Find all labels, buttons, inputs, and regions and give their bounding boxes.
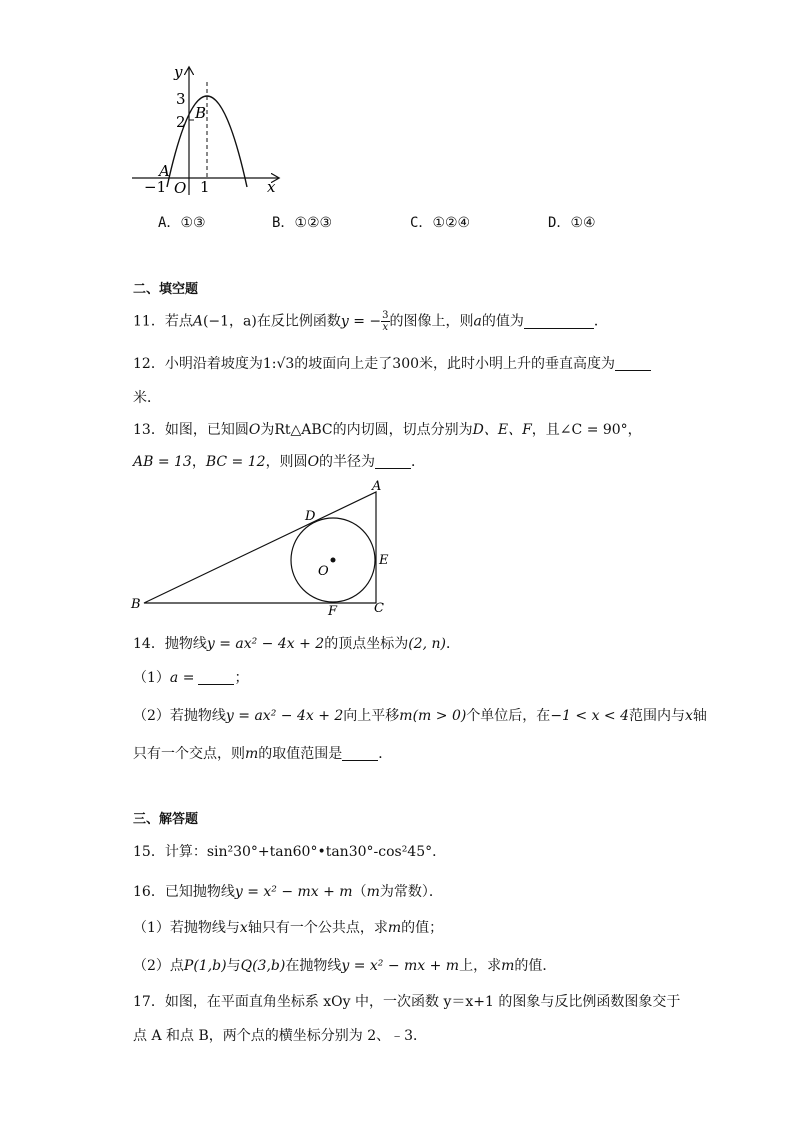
center-o-label: O bbox=[318, 564, 329, 579]
choice-b: B．①②③ bbox=[272, 215, 333, 231]
tick-3: 3 bbox=[176, 90, 186, 108]
center-dot bbox=[331, 558, 336, 563]
question-14: 14．抛物线y = ax² − 4x + 2的顶点坐标为(2, n)． bbox=[133, 636, 460, 652]
y-axis-label: y bbox=[174, 63, 183, 81]
question-12-line2: 米． bbox=[133, 390, 161, 406]
point-b-label: B bbox=[195, 104, 207, 122]
point-a-label: A bbox=[159, 162, 170, 180]
x-axis-label: x bbox=[267, 178, 276, 196]
triangle-abc bbox=[144, 492, 376, 603]
tangent-e-label: E bbox=[379, 553, 389, 568]
origin-label: O bbox=[174, 179, 187, 197]
question-11: 11．若点A(−1，a)在反比例函数y = − $\frac{3}{x}$ 的图像上，则a的值为 ． bbox=[133, 310, 608, 333]
question-13-line2: AB = 13，BC = 12，则圆O的半径为 ． bbox=[133, 454, 426, 470]
answer-blank bbox=[524, 314, 594, 329]
question-14-part1: （1）a = ； bbox=[133, 670, 249, 686]
tangent-d-label: D bbox=[305, 509, 316, 524]
answer-blank bbox=[342, 746, 378, 761]
parabola-graph bbox=[130, 60, 290, 200]
choice-a: A．①③ bbox=[158, 215, 206, 231]
question-17: 17．如图，在平面直角坐标系 xOy 中，一次函数 y＝x+1 的图象与反比例函数图象交于 bbox=[133, 994, 681, 1010]
question-12: 12．小明沿着坡度为1:√3的坡面向上走了300米，此时小明上升的垂直高度为 bbox=[133, 354, 651, 374]
question-17-line2: 点 A 和点 B，两个点的横坐标分别为 2、﹣3． bbox=[133, 1028, 428, 1044]
vertex-a-label: A bbox=[372, 479, 382, 494]
choice-d: D．①④ bbox=[548, 215, 596, 231]
choice-c: C．①②④ bbox=[410, 215, 471, 231]
tick-neg1: −1 bbox=[144, 178, 167, 196]
section-fill-blank-heading: 二、填空题 bbox=[133, 282, 199, 297]
question-15: 15．计算：sin²30°+tan60°•tan30°-cos²45°． bbox=[133, 844, 447, 860]
question-13: 13．如图，已知圆O为Rt△ABC的内切圆，切点分别为D、E、F，且∠C = 90°， bbox=[133, 422, 642, 438]
tick-2: 2 bbox=[176, 113, 186, 131]
question-16-part1: （1）若抛物线与x轴只有一个公共点，求m的值； bbox=[133, 920, 444, 936]
question-14-part2: （2）若抛物线y = ax² − 4x + 2向上平移m(m > 0)个单位后，在−1 < x < 4范围内与x轴 bbox=[133, 708, 707, 724]
vertex-c-label: C bbox=[374, 601, 384, 616]
tangent-f-label: F bbox=[328, 604, 338, 619]
answer-blank bbox=[198, 670, 234, 685]
question-16: 16．已知抛物线y = x² − mx + m（m为常数）． bbox=[133, 884, 443, 900]
vertex-b-label: B bbox=[131, 597, 141, 612]
tick-1: 1 bbox=[200, 178, 210, 196]
answer-blank bbox=[375, 454, 411, 469]
answer-blank bbox=[615, 356, 651, 371]
question-16-part2: （2）点P(1,b)与Q(3,b)在抛物线y = x² − mx + m上，求m的值． bbox=[133, 958, 557, 974]
incircle-triangle-figure bbox=[128, 478, 398, 620]
question-14-part2-line2: 只有一个交点，则m的取值范围是 ． bbox=[133, 746, 393, 762]
section-answer-heading: 三、解答题 bbox=[133, 812, 199, 827]
